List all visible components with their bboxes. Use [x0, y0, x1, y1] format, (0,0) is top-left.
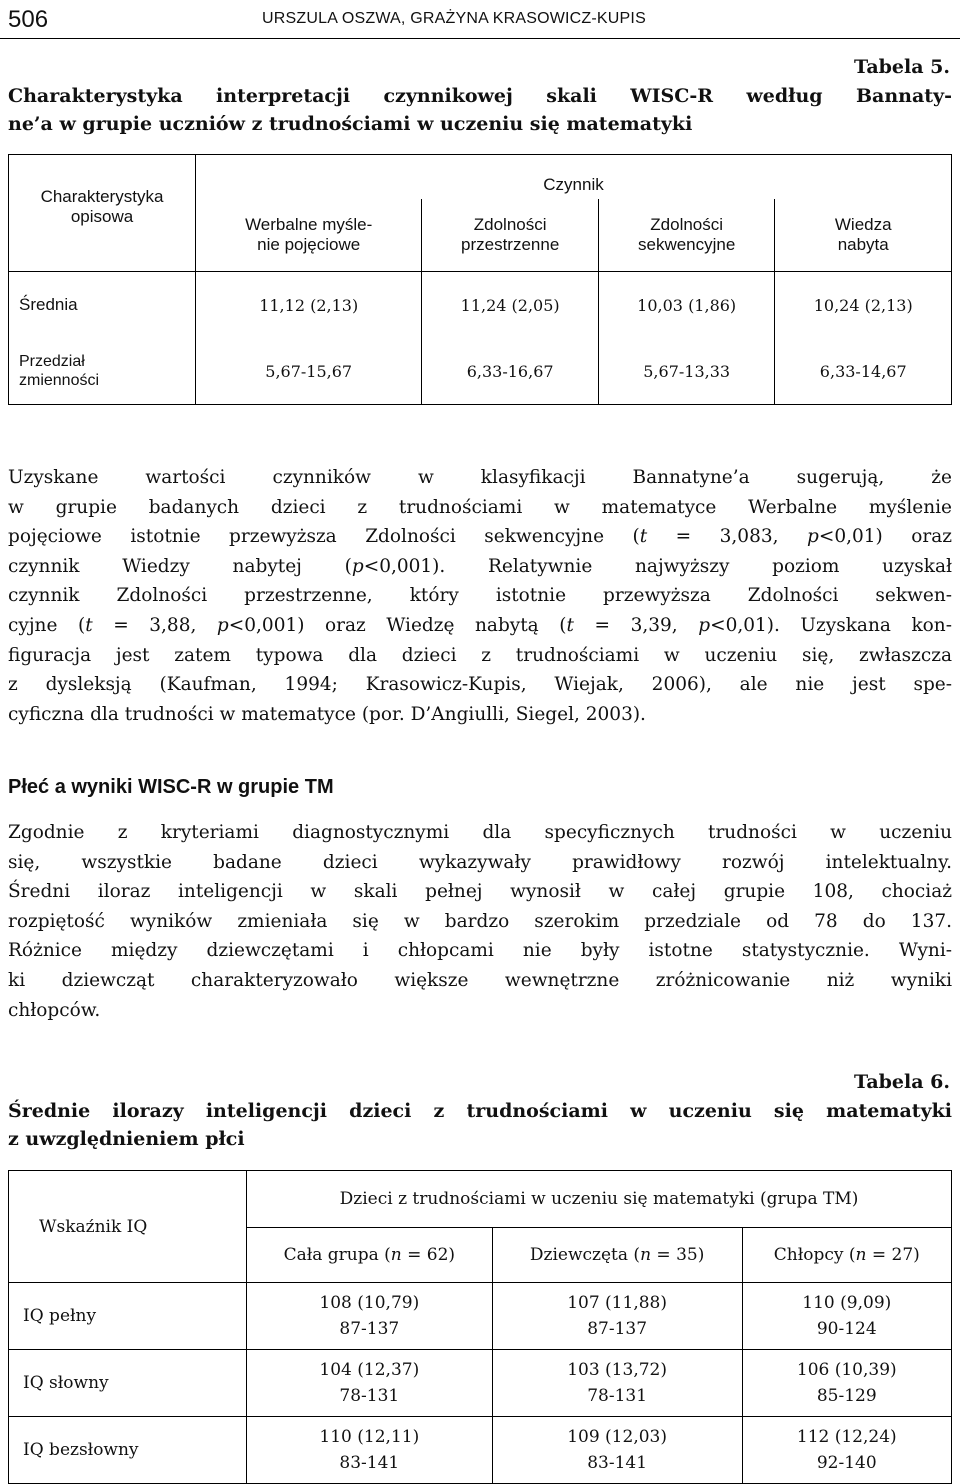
paragraph-line: cyficzna dla trudności w matematyce (por. D’Angiulli, Siegel, 2003). — [8, 703, 646, 725]
table5-row-label: Średnia — [9, 272, 196, 339]
table6-row-label: IQ bezsłowny — [9, 1417, 247, 1484]
table6-cell: 110 (9,09) 90-124 — [742, 1283, 951, 1350]
table5-cell: 10,24 (2,13) — [775, 272, 952, 339]
table5-col-header: Werbalne myśle- nie pojęciowe — [196, 199, 422, 272]
table6-cell: 104 (12,37) 78-131 — [247, 1350, 493, 1417]
paragraph-line: się, wszystkie badane dzieci wykazywały prawidłowy rozwój intelektualny. — [8, 851, 952, 873]
table6-col-header: Chłopcy (n = 27) — [742, 1228, 951, 1283]
table6-row-label: IQ pełny — [9, 1283, 247, 1350]
table6-header-first: Wskaźnik IQ — [9, 1171, 247, 1283]
table5-cell: 5,67-13,33 — [598, 338, 775, 405]
table5-header-first — [9, 155, 196, 272]
table6-col-header: Cała grupa (n = 62) — [247, 1228, 493, 1283]
table5-cell: 11,24 (2,05) — [422, 272, 599, 339]
table5-row — [9, 272, 952, 339]
table5-caption-line2: ne’a w grupie uczniów z trudnościami w uczeniu się matematyki — [8, 113, 693, 135]
paragraph-line: czynnik Wiedzy nabytej (p<0,001). Relatywnie najwyższy poziom uzyskał — [8, 555, 953, 577]
table6-cell: 112 (12,24) 92-140 — [742, 1417, 951, 1484]
table6-row — [9, 1350, 952, 1417]
table5 — [8, 154, 952, 405]
table5-col-header: Zdolności sekwencyjne — [598, 199, 775, 272]
table6-cell: 110 (12,11) 83-141 — [247, 1417, 493, 1484]
paragraph-line: cyjne (t = 3,88, p<0,001) oraz Wiedzę nabytą (t = 3,39, p<0,01). Uzyskana kon- — [8, 614, 952, 636]
paragraph-line: figuracja jest zatem typowa dla dzieci z trudnościami w uczeniu się, zwłaszcza — [8, 644, 952, 666]
table5-header-first-line2: opisowa — [70, 207, 134, 226]
table5-col-header: Zdolności przestrzenne — [422, 199, 599, 272]
table6-row-label: IQ słowny — [9, 1350, 247, 1417]
table6-cell: 106 (10,39) 85-129 — [742, 1350, 951, 1417]
section-heading: Płeć a wyniki WISC-R w grupie TM — [8, 776, 334, 798]
page-header — [0, 0, 960, 39]
table6-caption — [8, 1097, 952, 1153]
table5-cell: 6,33-16,67 — [422, 338, 599, 405]
paragraph-line: Uzyskane wartości czynników w klasyfikacji Bannatyne’a sugerują, że — [8, 467, 952, 488]
table5-cell: 6,33-14,67 — [775, 338, 952, 405]
paragraph-line: czynnik Zdolności przestrzenne, który istotnie przewyższa Zdolności sekwen- — [8, 585, 952, 607]
table6-caption-line2: z uwzględnieniem płci — [8, 1128, 245, 1150]
paragraph-line: w grupie badanych dzieci z trudnościami w matematyce Werbalne myślenie — [8, 496, 952, 518]
table5-label: Tabela 5. — [854, 56, 950, 78]
table6-row — [9, 1417, 952, 1484]
table6-row — [9, 1283, 952, 1350]
table6-cell: 109 (12,03) 83-141 — [492, 1417, 742, 1484]
table6 — [8, 1170, 952, 1484]
table6-cell: 108 (10,79) 87-137 — [247, 1283, 493, 1350]
table5-caption-line1: Charakterystyka interpretacji czynnikowej skali WISC-R według Bannaty- — [8, 85, 952, 107]
table5-cell: 11,12 (2,13) — [196, 272, 422, 339]
paragraph-line: pojęciowe istotnie przewyższa Zdolności sekwencyjne (t = 3,083, p<0,01) oraz — [8, 526, 952, 548]
paragraph-line: chłopców. — [8, 999, 101, 1021]
table6-col-header: Dziewczęta (n = 35) — [492, 1228, 742, 1283]
table6-label: Tabela 6. — [854, 1071, 950, 1093]
paragraph-line: Zgodnie z kryteriami diagnostycznymi dla specyficznych trudności w uczeniu — [8, 822, 952, 843]
table5-row-label: Przedział zmienności — [9, 338, 196, 405]
paragraph-line: ki dziewcząt charakteryzowało większe wewnętrzne zróżnicowanie niż wyniki — [8, 969, 952, 991]
table5-row — [9, 338, 952, 405]
paragraph-line: rozpiętość wyników zmieniała się w bardzo szerokim przedziale od 78 do 137. — [8, 910, 952, 932]
paragraph-line: Średni iloraz inteligencji w skali pełnej wynosił w całej grupie 108, chociaż — [8, 881, 952, 903]
paragraph-line: Różnice między dziewczętami i chłopcami nie były istotne statystycznie. Wyni- — [8, 940, 952, 962]
table6-cell: 107 (11,88) 87-137 — [492, 1283, 742, 1350]
page-number: 506 — [8, 6, 49, 33]
table5-col-header: Wiedza nabyta — [775, 199, 952, 272]
table5-cell: 5,67-15,67 — [196, 338, 422, 405]
table6-group-header: Dzieci z trudnościami w uczeniu się matematyki (grupa TM) — [247, 1171, 952, 1228]
running-title: URSZULA OSZWA, GRAŻYNA KRASOWICZ-KUPIS — [262, 10, 646, 27]
paragraph-1 — [8, 463, 952, 729]
table5-header-first-line1: Charakterystyka — [40, 187, 164, 206]
paragraph-2 — [8, 818, 952, 1025]
table5-caption — [8, 82, 952, 138]
table5-group-header: Czynnik — [196, 155, 952, 200]
table6-caption-line1: Średnie ilorazy inteligencji dzieci z trudnościami w uczeniu się matematyki — [8, 1100, 952, 1122]
table5-cell: 10,03 (1,86) — [598, 272, 775, 339]
table6-cell: 103 (13,72) 78-131 — [492, 1350, 742, 1417]
paragraph-line: z dysleksją (Kaufman, 1994; Krasowicz-Kupis, Wiejak, 2006), ale nie jest spe- — [8, 674, 952, 696]
